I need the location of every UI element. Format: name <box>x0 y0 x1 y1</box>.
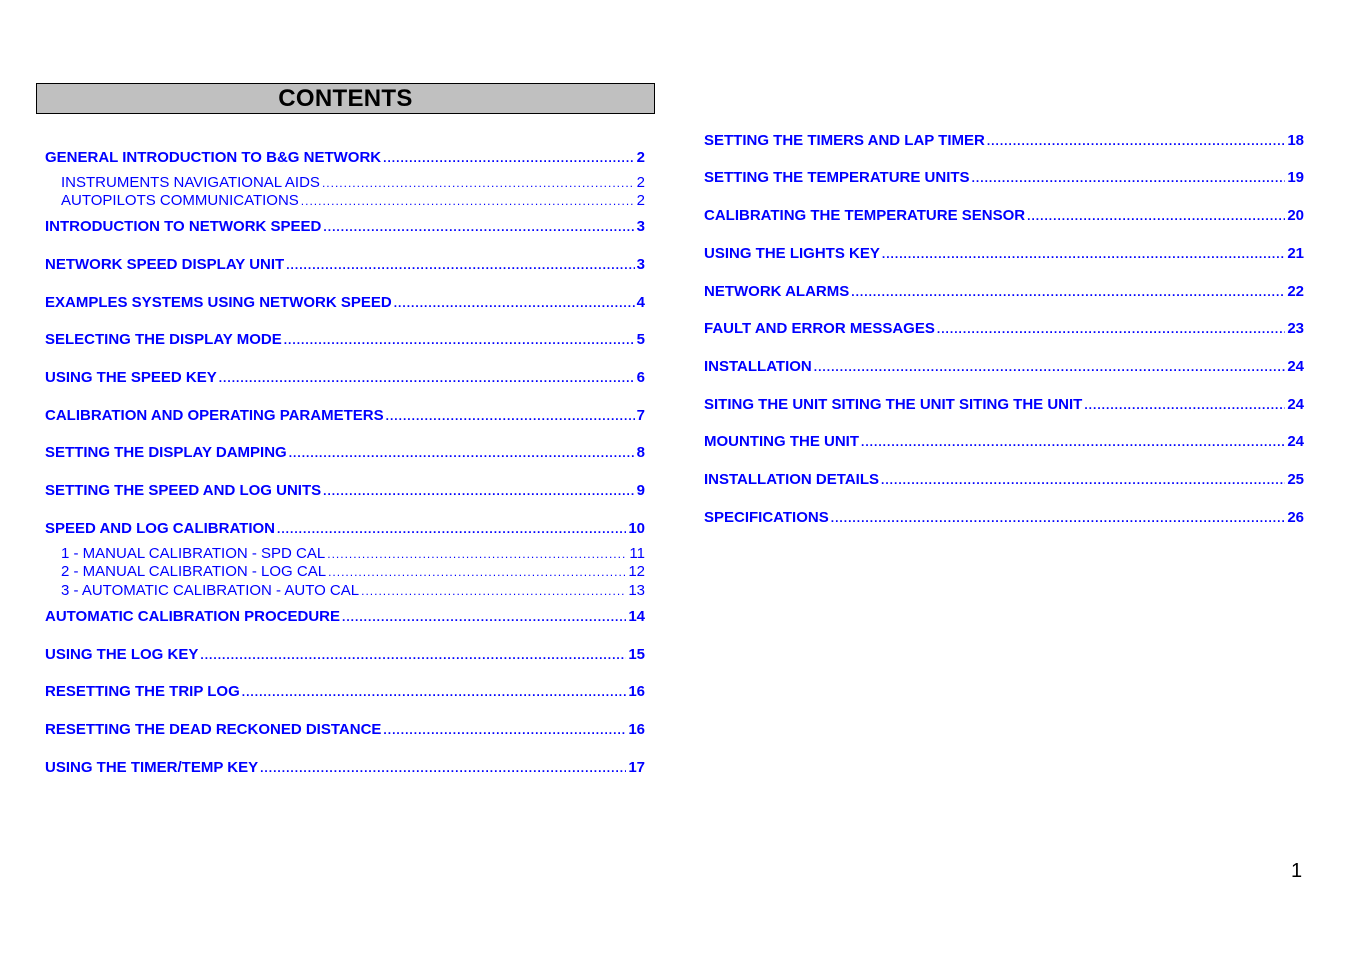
toc-right-column <box>704 129 1304 529</box>
toc-entry[interactable] <box>45 680 645 703</box>
toc-page-number: 2 <box>636 149 645 166</box>
toc-page-number: 2 <box>636 192 645 209</box>
toc-entry-label: 3 - AUTOMATIC CALIBRATION - AUTO CAL <box>61 582 360 599</box>
toc-entry-label: AUTOMATIC CALIBRATION PROCEDURE <box>45 608 340 625</box>
toc-subentry[interactable] <box>45 545 645 563</box>
dot-leader <box>937 318 1285 341</box>
dot-leader <box>972 167 1286 190</box>
toc-entry[interactable] <box>45 215 645 238</box>
toc-subentry[interactable] <box>45 582 645 600</box>
dot-leader <box>383 719 626 742</box>
toc-page-number: 12 <box>628 563 645 580</box>
dot-leader <box>861 431 1285 454</box>
toc-subentry[interactable] <box>45 563 645 581</box>
dot-leader <box>386 405 635 428</box>
toc-subentry[interactable] <box>45 174 645 192</box>
toc-entry-label: EXAMPLES SYSTEMS USING NETWORK SPEED <box>45 294 392 311</box>
toc-entry[interactable] <box>704 166 1304 189</box>
toc-entry-label: GENERAL INTRODUCTION TO B&G NETWORK <box>45 149 382 166</box>
toc-entry[interactable] <box>45 146 645 169</box>
toc-page-number: 6 <box>636 369 645 386</box>
toc-entry-label: SETTING THE DISPLAY DAMPING <box>45 444 287 461</box>
dot-leader <box>1027 205 1285 228</box>
toc-page-number: 7 <box>636 407 645 424</box>
toc-entry[interactable] <box>704 317 1304 340</box>
toc-entry[interactable] <box>45 605 645 628</box>
toc-page-number: 4 <box>636 294 645 311</box>
dot-leader <box>361 582 626 600</box>
toc-page-number: 11 <box>629 545 645 562</box>
toc-page-number: 5 <box>636 331 645 348</box>
toc-entry[interactable] <box>704 204 1304 227</box>
toc-entry-label: SETTING THE SPEED AND LOG UNITS <box>45 482 322 499</box>
toc-page-number: 25 <box>1287 471 1304 488</box>
toc-entry[interactable] <box>704 129 1304 152</box>
dot-leader <box>394 292 635 315</box>
toc-entry-label: INTRODUCTION TO NETWORK SPEED <box>45 218 322 235</box>
dot-leader <box>323 480 635 503</box>
toc-page-number: 19 <box>1287 169 1304 186</box>
toc-entry-label: NETWORK ALARMS <box>704 283 850 300</box>
toc-entry[interactable] <box>704 506 1304 529</box>
toc-page-number: 24 <box>1287 433 1304 450</box>
toc-entry-label: INSTALLATION DETAILS <box>704 471 879 488</box>
contents-title-box <box>36 83 655 114</box>
toc-entry[interactable] <box>45 517 645 540</box>
toc-left-column <box>45 146 645 779</box>
toc-entry-label: NETWORK SPEED DISPLAY UNIT <box>45 256 285 273</box>
page-number: 1 <box>1291 860 1303 882</box>
dot-leader <box>322 174 635 192</box>
toc-page-number: 10 <box>628 520 645 537</box>
toc-entry-label: RESETTING THE DEAD RECKONED DISTANCE <box>45 721 382 738</box>
toc-entry[interactable] <box>704 355 1304 378</box>
toc-entry[interactable] <box>704 468 1304 491</box>
dot-leader <box>323 216 634 239</box>
toc-entry[interactable] <box>45 479 645 502</box>
dot-leader <box>328 563 626 581</box>
dot-leader <box>289 442 635 465</box>
toc-entry[interactable] <box>45 441 645 464</box>
page-title: CONTENTS <box>278 84 413 112</box>
dot-leader <box>987 130 1285 153</box>
toc-entry-label: SITING THE UNIT SITING THE UNIT SITING THE UNIT <box>704 396 1083 413</box>
toc-subentry[interactable] <box>45 192 645 210</box>
toc-entry[interactable] <box>704 280 1304 303</box>
dot-leader <box>301 192 635 210</box>
toc-entry-label: AUTOPILOTS COMMUNICATIONS <box>61 192 299 209</box>
toc-page-number: 16 <box>628 721 645 738</box>
toc-page-number: 20 <box>1287 207 1304 224</box>
dot-leader <box>814 356 1286 379</box>
toc-page-number: 2 <box>636 174 645 191</box>
toc-entry[interactable] <box>45 404 645 427</box>
toc-page-number: 14 <box>628 608 645 625</box>
toc-page-number: 17 <box>628 759 645 776</box>
toc-entry-label: USING THE SPEED KEY <box>45 369 217 386</box>
toc-entry[interactable] <box>45 718 645 741</box>
dot-leader <box>881 469 1285 492</box>
dot-leader <box>882 243 1285 266</box>
dot-leader <box>383 147 635 170</box>
toc-entry-label: SETTING THE TIMERS AND LAP TIMER <box>704 132 985 149</box>
toc-page-number: 8 <box>636 444 645 461</box>
toc-entry-label: USING THE TIMER/TEMP KEY <box>45 759 259 776</box>
dot-leader <box>327 545 627 563</box>
toc-page-number: 26 <box>1287 509 1304 526</box>
dot-leader <box>851 281 1285 304</box>
toc-entry-label: INSTALLATION <box>704 358 812 375</box>
toc-entry-label: SELECTING THE DISPLAY MODE <box>45 331 282 348</box>
dot-leader <box>219 367 635 390</box>
toc-entry-label: 2 - MANUAL CALIBRATION - LOG CAL <box>61 563 327 580</box>
dot-leader <box>1084 394 1285 417</box>
dot-leader <box>342 606 626 629</box>
toc-page-number: 15 <box>628 646 645 663</box>
toc-entry-label: SPEED AND LOG CALIBRATION <box>45 520 276 537</box>
dot-leader <box>286 254 634 277</box>
toc-page-number: 22 <box>1287 283 1304 300</box>
toc-page-number: 16 <box>628 683 645 700</box>
toc-entry[interactable] <box>45 328 645 351</box>
toc-entry-label: MOUNTING THE UNIT <box>704 433 859 450</box>
toc-page-number: 18 <box>1287 132 1304 149</box>
dot-leader <box>831 507 1286 530</box>
toc-entry-label: INSTRUMENTS NAVIGATIONAL AIDS <box>61 174 320 191</box>
toc-page-number: 3 <box>636 218 645 235</box>
toc-entry[interactable] <box>45 253 645 276</box>
toc-entry-label: FAULT AND ERROR MESSAGES <box>704 320 935 337</box>
toc-entry[interactable] <box>45 291 645 314</box>
toc-entry-label: SETTING THE TEMPERATURE UNITS <box>704 169 970 186</box>
toc-entry-label: SPECIFICATIONS <box>704 509 829 526</box>
toc-entry[interactable] <box>704 242 1304 265</box>
toc-entry-label: RESETTING THE TRIP LOG <box>45 683 240 700</box>
toc-page-number: 13 <box>628 582 645 599</box>
toc-page-number: 9 <box>636 482 645 499</box>
toc-entry[interactable] <box>45 643 645 666</box>
toc-entry[interactable] <box>45 366 645 389</box>
toc-page-number: 3 <box>636 256 645 273</box>
toc-page-number: 24 <box>1287 358 1304 375</box>
dot-leader <box>284 329 635 352</box>
dot-leader <box>277 518 626 541</box>
dot-leader <box>242 681 627 704</box>
dot-leader <box>200 644 626 667</box>
toc-entry[interactable] <box>45 756 645 779</box>
toc-entry-label: CALIBRATION AND OPERATING PARAMETERS <box>45 407 384 424</box>
toc-page-number: 23 <box>1287 320 1304 337</box>
dot-leader <box>260 757 626 780</box>
toc-entry-label: 1 - MANUAL CALIBRATION - SPD CAL <box>61 545 326 562</box>
toc-page-number: 21 <box>1287 245 1304 262</box>
toc-page-number: 24 <box>1287 396 1304 413</box>
toc-entry-label: USING THE LOG KEY <box>45 646 199 663</box>
toc-entry[interactable] <box>704 430 1304 453</box>
toc-entry[interactable] <box>704 393 1304 416</box>
toc-entry-label: CALIBRATING THE TEMPERATURE SENSOR <box>704 207 1026 224</box>
toc-entry-label: USING THE LIGHTS KEY <box>704 245 880 262</box>
